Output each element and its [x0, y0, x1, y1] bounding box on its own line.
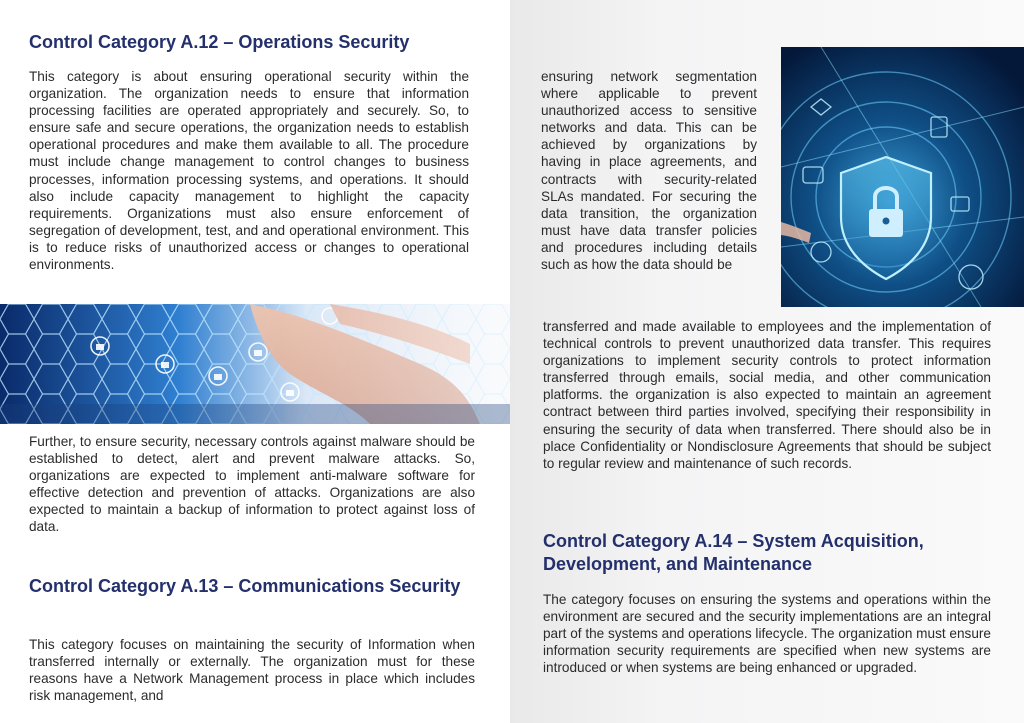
hexagon-lock-network-image: [0, 304, 510, 424]
paragraph-a12-intro: This category is about ensuring operational security within the organization. The organization needs to ensure that information processing facilities are operated appropriately and securely. So, to ensure safe and secure operations, the organization needs to establish operational procedures and make them available to all. The procedure must include change management to control changes to business processes, information processing systems, and operations. It should also include capacity management to highlight the capacity requirements. Organizations must also ensure enforcement of segregation of development, test, and and operational environment. This is to reduce risks of unauthorized access or changes to operational environments.: [29, 69, 469, 273]
heading-a14: Control Category A.14 – System Acquisition, Development, and Maintenance: [543, 531, 924, 574]
paragraph-a13-intro: This category focuses on maintaining the security of Information when transferred internally or externally. The organization must for these reasons have a Network Management process in place which includes risk management, and: [29, 637, 475, 704]
heading-a13: Control Category A.13 – Communications Security: [29, 576, 461, 596]
paragraph-a13-network: ensuring network segmentation where applicable to prevent unauthorized access to sensitive networks and data. This can be achieved by organizations by having in place agreements, and contracts with security-related SLAs mandated. For securing the data transition, the organization must have data transfer policies and procedures including details such as how the data should be: [541, 69, 757, 273]
paragraph-a13-transfer: transferred and made available to employees and the implementation of technical controls to prevent unauthorized data transfer. This requires organizations to implement security controls to protect information transferred through emails, social media, and other communication platforms. the organization is also expected to maintain an agreement contract between third parties involved, specifying their responsibility in ensuring the security of data when transferred. There should also be in place Confidentiality or Nondisclosure Agreements that should be subject to regular review and maintenance of such records.: [543, 319, 991, 471]
paragraph-a14-intro: The category focuses on ensuring the systems and operations within the environment are secured and the security implementations are an integral part of the systems and operations lifecycle. The organization must ensure information security requirements are specified when new systems are introduced or when systems are being enhanced or upgraded.: [543, 592, 991, 676]
paragraph-a12-malware: Further, to ensure security, necessary controls against malware should be established to detect, alert and prevent malware attacks. So, organizations are expected to implement anti-malware software for effective detection and prevention of attacks. Organizations are also expected to maintain a backup of information to protect against loss of data.: [29, 434, 475, 535]
shield-lock-touchscreen-image: [781, 47, 1024, 307]
heading-a12: Control Category A.12 – Operations Security: [29, 32, 410, 52]
